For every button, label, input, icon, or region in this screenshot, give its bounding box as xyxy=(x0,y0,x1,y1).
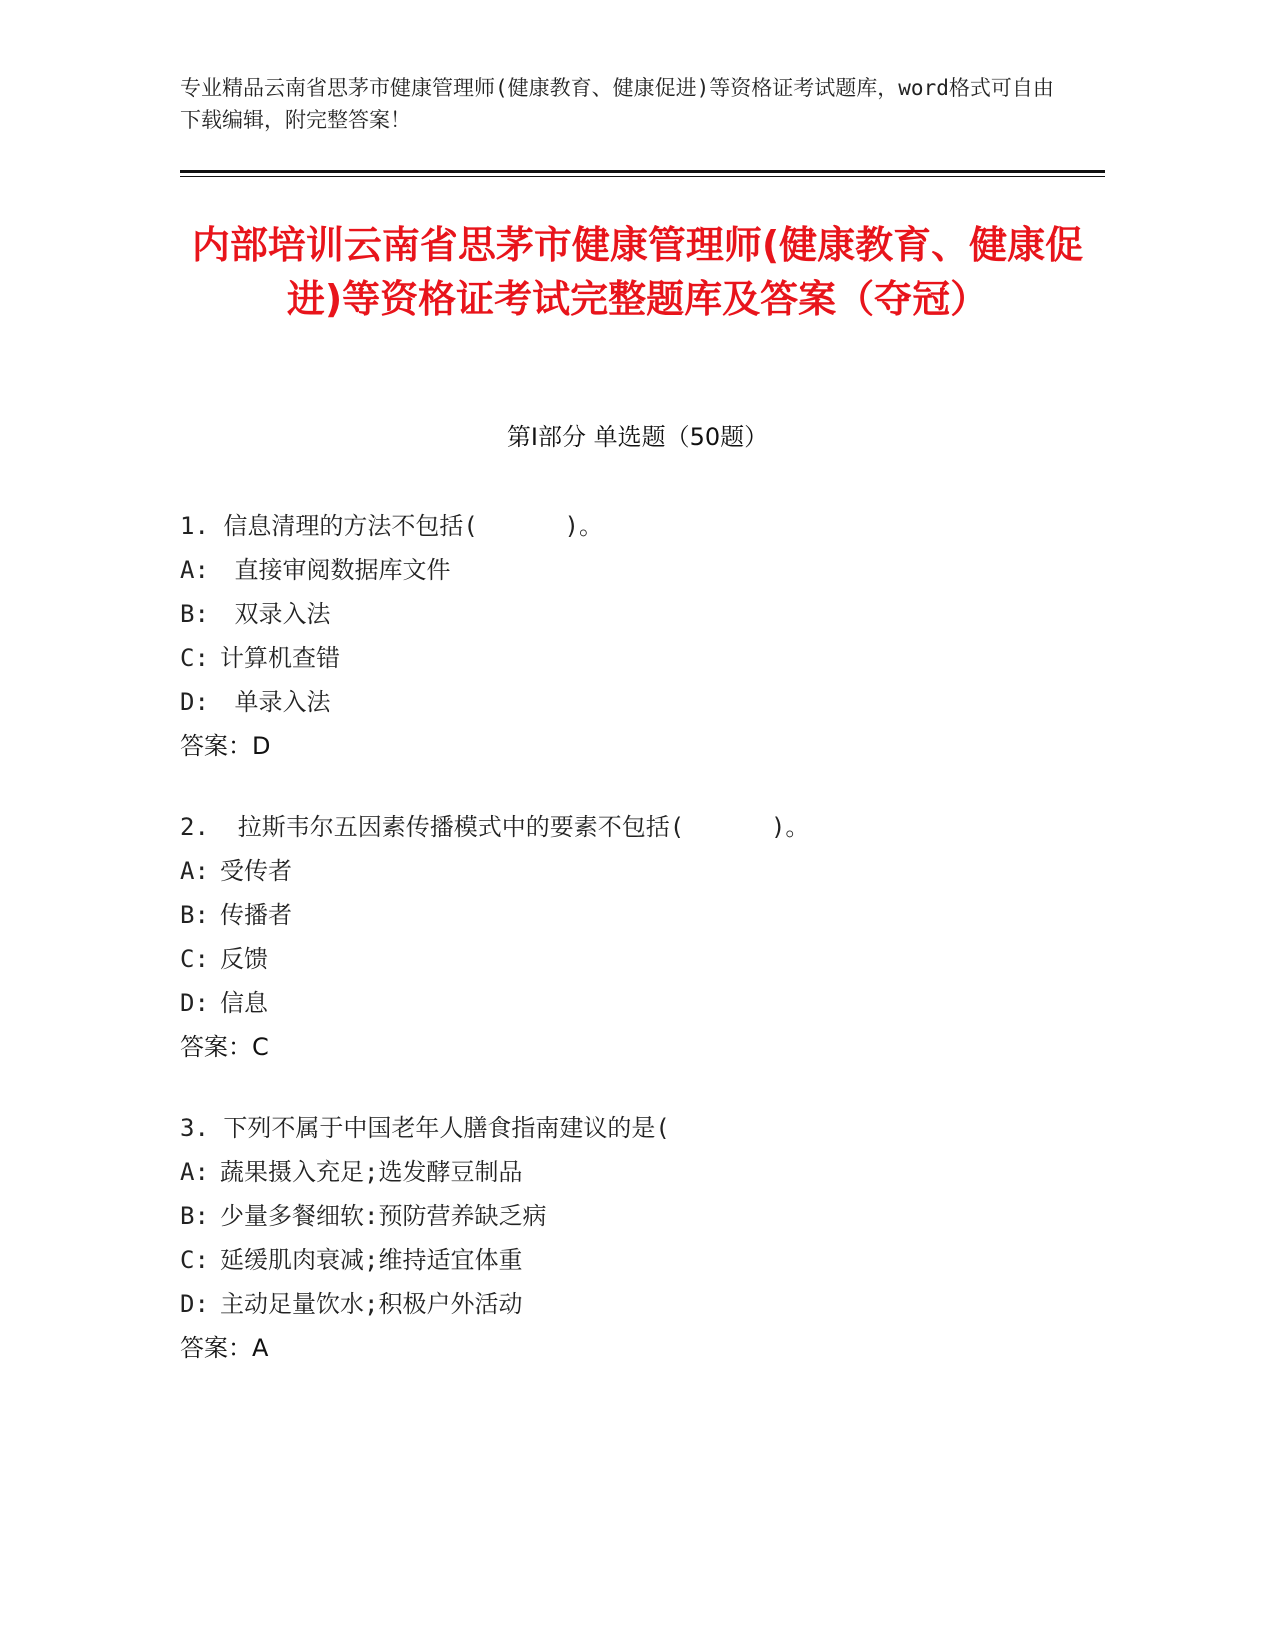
question-number: 3. xyxy=(180,1114,209,1142)
question-item xyxy=(180,1108,1095,1372)
option-letter: D: xyxy=(180,1290,209,1318)
document-title: 内部培训云南省思茅市健康管理师(健康教育、健康促进)等资格证考试完整题库及答案（夺冠） xyxy=(191,223,1084,321)
option-text: 直接审阅数据库文件 xyxy=(220,556,451,584)
header-rule-thin xyxy=(180,176,1105,177)
option-text: 蔬果摄入充足;选发酵豆制品 xyxy=(220,1158,523,1186)
option-letter: B: xyxy=(180,901,209,929)
question-item xyxy=(180,807,1095,1071)
question-item xyxy=(180,506,1095,770)
option-letter: C: xyxy=(180,644,209,672)
answer-value: D xyxy=(252,732,271,760)
section-heading: 第Ⅰ部分 单选题（50题） xyxy=(506,423,769,451)
option-a xyxy=(180,550,1095,594)
option-letter: B: xyxy=(180,600,209,628)
question-text: 信息清理的方法不包括( )。 xyxy=(208,512,603,540)
answer-line xyxy=(180,726,1095,770)
option-a xyxy=(180,1152,1095,1196)
question-line xyxy=(180,1108,1095,1152)
option-a xyxy=(180,851,1095,895)
option-d xyxy=(180,983,1095,1027)
header-note: 专业精品云南省思茅市健康管理师(健康教育、健康促进)等资格证考试题库，word格式可自由下载编辑，附完整答案！ xyxy=(180,76,1054,132)
option-b xyxy=(180,895,1095,939)
question-number: 1. xyxy=(180,512,209,540)
option-letter: C: xyxy=(180,945,209,973)
option-text: 主动足量饮水;积极户外活动 xyxy=(220,1290,523,1318)
question-text: 下列不属于中国老年人膳食指南建议的是( xyxy=(208,1114,670,1142)
option-text: 延缓肌肉衰减;维持适宜体重 xyxy=(220,1246,523,1274)
question-line xyxy=(180,506,1095,550)
option-c xyxy=(180,638,1095,682)
option-c xyxy=(180,939,1095,983)
option-text: 计算机查错 xyxy=(220,644,340,672)
option-d xyxy=(180,1284,1095,1328)
question-list xyxy=(180,506,1095,1409)
option-letter: A: xyxy=(180,556,209,584)
answer-line xyxy=(180,1027,1095,1071)
option-text: 受传者 xyxy=(220,857,292,885)
answer-value: A xyxy=(252,1334,269,1362)
option-letter: C: xyxy=(180,1246,209,1274)
option-text: 传播者 xyxy=(220,901,292,929)
option-c xyxy=(180,1240,1095,1284)
header-rule-thick xyxy=(180,170,1105,173)
option-d xyxy=(180,682,1095,726)
option-text: 单录入法 xyxy=(220,688,331,716)
option-b xyxy=(180,1196,1095,1240)
option-text: 双录入法 xyxy=(220,600,331,628)
question-line xyxy=(180,807,1095,851)
option-letter: A: xyxy=(180,1158,209,1186)
question-text: 拉斯韦尔五因素传播模式中的要素不包括( )。 xyxy=(208,813,810,841)
answer-value: C xyxy=(252,1033,269,1061)
option-text: 少量多餐细软:预防营养缺乏病 xyxy=(220,1202,547,1230)
answer-label: 答案： xyxy=(180,1033,252,1061)
option-text: 信息 xyxy=(220,989,268,1017)
option-letter: A: xyxy=(180,857,209,885)
option-letter: B: xyxy=(180,1202,209,1230)
answer-label: 答案： xyxy=(180,1334,252,1362)
option-letter: D: xyxy=(180,989,209,1017)
option-letter: D: xyxy=(180,688,209,716)
question-number: 2. xyxy=(180,813,209,841)
answer-line xyxy=(180,1328,1095,1372)
option-b xyxy=(180,594,1095,638)
answer-label: 答案： xyxy=(180,732,252,760)
option-text: 反馈 xyxy=(220,945,268,973)
